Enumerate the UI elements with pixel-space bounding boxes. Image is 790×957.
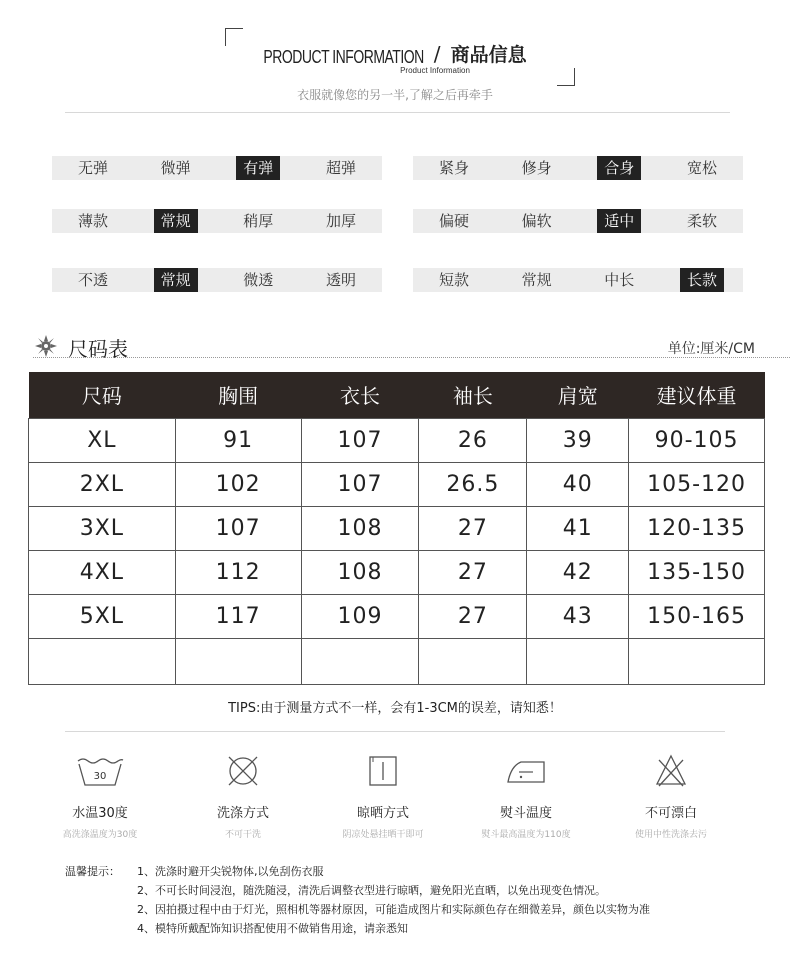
attr-option: 微弹 bbox=[160, 159, 191, 177]
care-item-wash bbox=[35, 752, 165, 840]
table-cell: 26.5 bbox=[419, 462, 527, 506]
table-cell: 90-105 bbox=[629, 418, 765, 462]
header-divider bbox=[65, 112, 730, 113]
attr-option-selected: 有弹 bbox=[236, 156, 280, 180]
col-header: 建议体重 bbox=[629, 372, 765, 418]
table-row bbox=[29, 594, 765, 638]
table-cell: 108 bbox=[301, 550, 419, 594]
tips-text: TIPS:由于测量方式不一样，会有1-3CM的误差，请知悉！ bbox=[228, 701, 562, 716]
attr-option: 宽松 bbox=[686, 159, 717, 177]
table-cell bbox=[29, 638, 176, 684]
table-cell: 120-135 bbox=[629, 506, 765, 550]
attr-option-selected: 适中 bbox=[597, 209, 641, 233]
size-table-title: 尺码表 bbox=[68, 337, 128, 361]
care-item-wash-method bbox=[178, 752, 308, 840]
table-cell bbox=[301, 638, 419, 684]
table-cell: 27 bbox=[419, 594, 527, 638]
attr-thickness bbox=[52, 209, 382, 233]
size-table bbox=[28, 372, 765, 685]
table-cell: 2XL bbox=[29, 462, 176, 506]
note-item: 2、不可长时间浸泡，随洗随浸，清洗后调整衣型进行晾晒，避免阳光直晒，以免出现变色情况。 bbox=[137, 884, 606, 897]
col-header: 尺码 bbox=[29, 372, 176, 418]
table-cell bbox=[175, 638, 301, 684]
care-sub: 使用中性洗涤去污 bbox=[634, 830, 707, 840]
care-sub: 不可干洗 bbox=[224, 830, 261, 840]
table-cell: 3XL bbox=[29, 506, 176, 550]
tips-divider bbox=[65, 731, 725, 732]
table-cell: 102 bbox=[175, 462, 301, 506]
attr-option-selected: 合身 bbox=[597, 156, 641, 180]
dotted-divider bbox=[33, 357, 790, 358]
attr-length bbox=[413, 268, 743, 292]
table-cell: 27 bbox=[419, 506, 527, 550]
title-cn: 商品信息 bbox=[450, 44, 527, 66]
table-cell: 108 bbox=[301, 506, 419, 550]
table-row bbox=[29, 418, 765, 462]
care-item-dry bbox=[318, 752, 448, 840]
attr-option: 无弹 bbox=[77, 159, 108, 177]
table-cell bbox=[629, 638, 765, 684]
care-label: 水温30度 bbox=[72, 806, 128, 821]
table-cell: 117 bbox=[175, 594, 301, 638]
note-item: 2、因拍摄过程中由于灯光，照相机等器材原因，可能造成图片和实际颜色存在细微差异，颜色以实物为准 bbox=[137, 903, 650, 916]
attr-option: 透明 bbox=[325, 271, 356, 289]
table-cell bbox=[527, 638, 629, 684]
wash-temp-badge: 30 bbox=[93, 771, 107, 782]
table-cell: 109 bbox=[301, 594, 419, 638]
table-row-empty bbox=[29, 638, 765, 684]
no-dry-clean-icon bbox=[223, 752, 263, 790]
size-table-unit: 单位:厘米/CM bbox=[667, 341, 755, 357]
attr-option: 紧身 bbox=[438, 159, 469, 177]
attr-softness bbox=[413, 209, 743, 233]
tagline: 衣服就像您的另一半,了解之后再牵手 bbox=[297, 88, 493, 102]
care-sub: 高洗涤温度为30度 bbox=[62, 830, 138, 840]
col-header: 胸围 bbox=[175, 372, 301, 418]
attr-option: 偏软 bbox=[521, 212, 552, 230]
note-item: 4、模特所戴配饰知识搭配使用不做销售用途，请亲悉知 bbox=[137, 922, 408, 935]
subtitle-en: Product Information bbox=[400, 66, 470, 75]
attr-option: 不透 bbox=[77, 271, 108, 289]
col-header: 肩宽 bbox=[527, 372, 629, 418]
attr-option: 偏硬 bbox=[438, 212, 469, 230]
iron-icon bbox=[503, 752, 549, 790]
table-row bbox=[29, 506, 765, 550]
care-label: 洗涤方式 bbox=[216, 806, 269, 821]
attr-transparency bbox=[52, 268, 382, 292]
table-cell: 107 bbox=[301, 418, 419, 462]
col-header: 袖长 bbox=[419, 372, 527, 418]
table-cell: 41 bbox=[527, 506, 629, 550]
attr-option: 超弹 bbox=[325, 159, 356, 177]
table-cell: 40 bbox=[527, 462, 629, 506]
attr-option: 柔软 bbox=[686, 212, 717, 230]
table-cell: 105-120 bbox=[629, 462, 765, 506]
attr-option: 薄款 bbox=[77, 212, 108, 230]
table-cell: 5XL bbox=[29, 594, 176, 638]
care-sub: 阴凉处悬挂晒干即可 bbox=[342, 830, 424, 840]
table-cell: 135-150 bbox=[629, 550, 765, 594]
table-cell bbox=[419, 638, 527, 684]
attr-fit bbox=[413, 156, 743, 180]
attr-option: 修身 bbox=[521, 159, 552, 177]
wash-30-icon bbox=[75, 752, 125, 790]
line-dry-icon bbox=[363, 752, 403, 790]
attr-option-selected: 常规 bbox=[154, 209, 198, 233]
attr-option: 稍厚 bbox=[243, 212, 274, 230]
attr-option: 加厚 bbox=[325, 212, 356, 230]
size-table-heading bbox=[35, 333, 755, 359]
page-title bbox=[0, 40, 790, 67]
col-header: 衣长 bbox=[301, 372, 419, 418]
title-slash: / bbox=[433, 42, 441, 66]
care-label: 晾晒方式 bbox=[356, 806, 409, 821]
gear-icon bbox=[35, 335, 57, 357]
table-cell: 107 bbox=[301, 462, 419, 506]
table-row bbox=[29, 550, 765, 594]
note-item: 1、洗涤时避开尖锐物体,以免刮伤衣服 bbox=[137, 865, 324, 878]
table-cell: 4XL bbox=[29, 550, 176, 594]
table-cell: 42 bbox=[527, 550, 629, 594]
table-cell: 27 bbox=[419, 550, 527, 594]
attr-elasticity bbox=[52, 156, 382, 180]
attr-option-selected: 常规 bbox=[154, 268, 198, 292]
table-cell: XL bbox=[29, 418, 176, 462]
care-label: 熨斗温度 bbox=[499, 806, 552, 821]
table-cell: 150-165 bbox=[629, 594, 765, 638]
attr-option: 短款 bbox=[438, 271, 469, 289]
care-label: 不可漂白 bbox=[644, 806, 697, 821]
care-item-iron bbox=[461, 752, 591, 840]
table-cell: 107 bbox=[175, 506, 301, 550]
attr-option: 微透 bbox=[243, 271, 274, 289]
title-en: PRODUCT INFORMATION bbox=[263, 45, 424, 67]
table-row bbox=[29, 462, 765, 506]
no-bleach-icon bbox=[651, 752, 691, 790]
table-cell: 112 bbox=[175, 550, 301, 594]
table-cell: 91 bbox=[175, 418, 301, 462]
attr-option-selected: 长款 bbox=[680, 268, 724, 292]
attr-option: 常规 bbox=[521, 271, 552, 289]
table-header-row bbox=[29, 372, 765, 418]
notes-label: 温馨提示： bbox=[65, 865, 120, 878]
attr-option: 中长 bbox=[604, 271, 635, 289]
care-item-bleach bbox=[606, 752, 736, 840]
table-cell: 43 bbox=[527, 594, 629, 638]
table-cell: 39 bbox=[527, 418, 629, 462]
table-cell: 26 bbox=[419, 418, 527, 462]
care-sub: 熨斗最高温度为110度 bbox=[481, 830, 571, 840]
